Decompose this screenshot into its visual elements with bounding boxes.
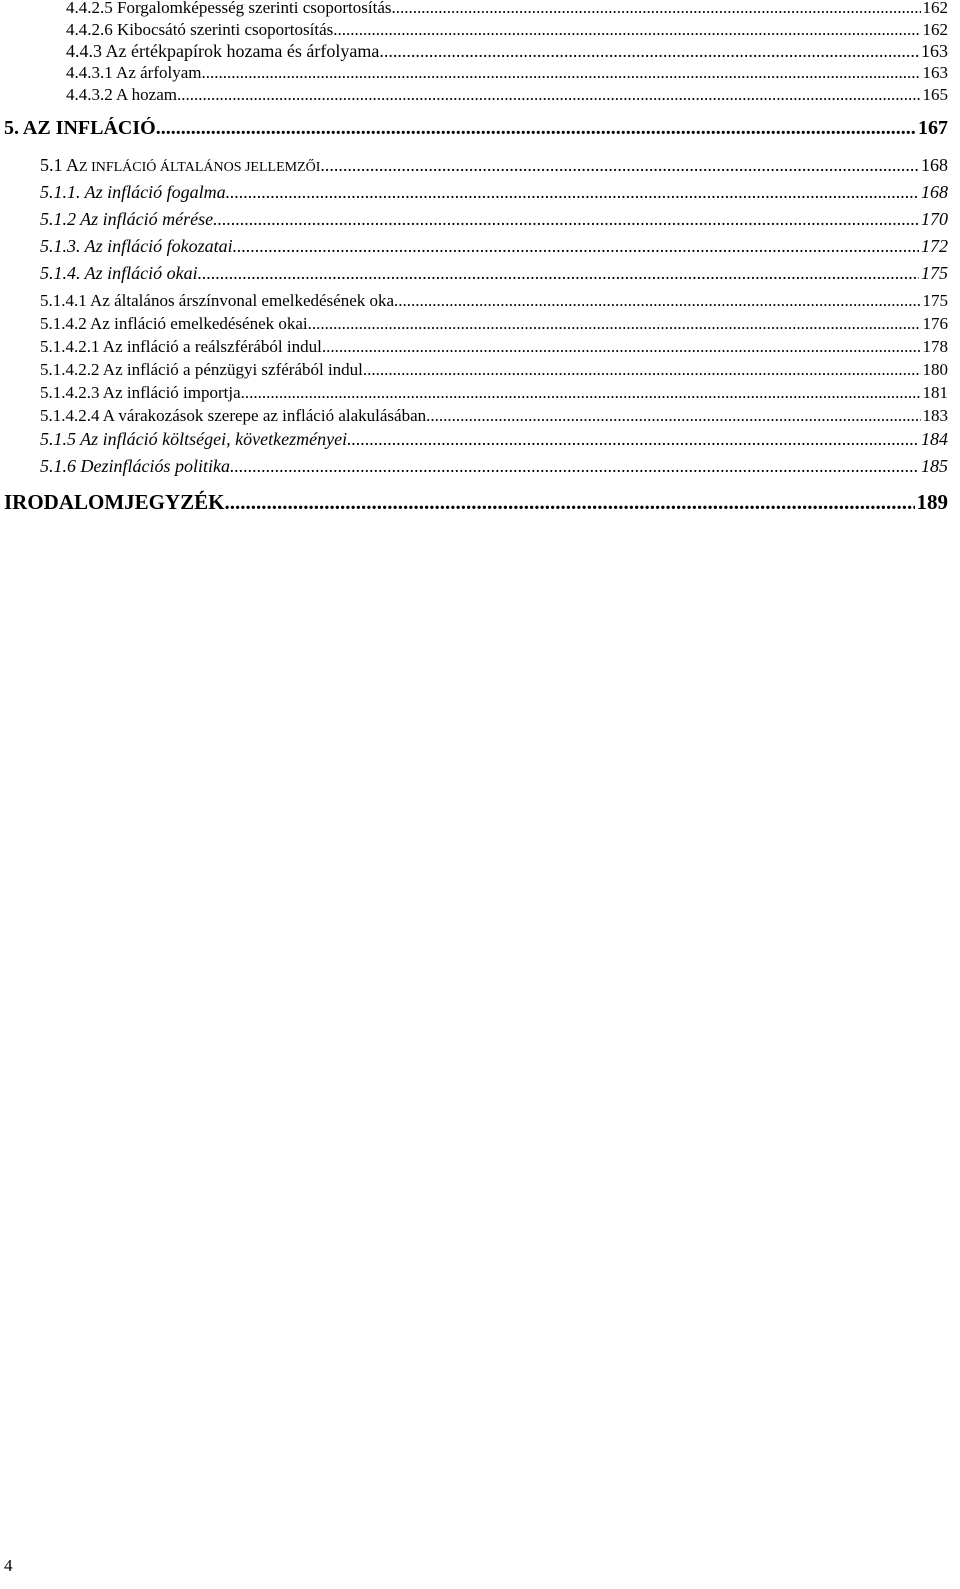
toc-entry[interactable] [40,456,948,477]
toc-leader-dots [241,383,921,403]
toc-entry-page: 178 [922,337,948,356]
toc-entry-page: 185 [921,456,948,476]
page-number: 4 [4,1556,13,1575]
toc-leader-dots [322,337,921,357]
toc-entry-page: 162 [922,0,948,17]
toc-entry-page: 172 [921,236,948,256]
toc-entry-page: 168 [921,182,948,202]
toc-entry-page: 189 [916,490,948,514]
toc-leader-dots [347,429,919,450]
toc-entry-label: 5.1.6 Dezinflációs politika [40,456,230,476]
toc-leader-dots [198,263,919,284]
toc-leader-dots [379,41,919,62]
toc-entry-label-number: 5.1 A [40,155,80,175]
toc-entry-label: 5.1.2 Az infláció mérése [40,209,214,229]
toc-leader-dots [156,117,916,140]
toc-entry-label: 4.4.3.2 A hozam [66,85,177,104]
toc-leader-dots [202,63,921,83]
toc-entry[interactable] [66,0,948,18]
toc-leader-dots [177,85,921,105]
toc-entry-label: 5.1.4.1 Az általános árszínvonal emelkedésének oka [40,291,395,310]
toc-leader-dots [320,155,919,176]
toc-leader-dots [391,0,920,18]
toc-entry-label [40,155,320,176]
toc-leader-dots [213,209,919,230]
toc-entry-label: 5.1.4.2.4 A várakozások szerepe az infláció alakulásában [40,406,427,425]
toc-entry-label: 5.1.4. Az infláció okai [40,263,198,283]
toc-entry[interactable] [40,406,948,426]
toc-entry-page: 176 [922,314,948,333]
toc-entry-label: 5.1.4.2.1 Az infláció a reálszférából indul [40,337,322,356]
toc-entry[interactable] [40,314,948,334]
toc-entry[interactable] [40,383,948,403]
toc-entry-page: 162 [922,20,948,39]
toc-entry-page: 175 [922,291,948,310]
toc-entry-label: 4.4.3 Az értékpapírok hozama és árfolyama [66,41,380,61]
toc-entry[interactable] [66,41,948,62]
toc-leader-dots [333,20,920,40]
toc-entry-page: 163 [921,41,948,61]
toc-entry[interactable] [66,63,948,83]
toc-entry-label: 4.4.2.6 Kibocsátó szerinti csoportosítás [66,20,334,39]
toc-entry-page: 165 [922,85,948,104]
toc-entry-page: 167 [918,117,948,139]
toc-entry-label: 4.4.3.1 Az árfolyam [66,63,202,82]
toc-entry-label: 5.1.3. Az infláció fokozatai [40,236,233,256]
toc-entry-label: 5.1.1. Az infláció fogalma [40,182,226,202]
toc-entry-label: 5.1.4.2.3 Az infláció importja [40,383,241,402]
toc-entry-bibliography[interactable] [4,490,948,515]
toc-entry-chapter[interactable] [4,117,948,140]
toc-entry[interactable] [66,20,948,40]
toc-entry-label: 4.4.2.5 Forgalomképesség szerinti csoportosítás [66,0,392,17]
toc-leader-dots [230,456,919,477]
toc-leader-dots [308,314,921,334]
toc-entry-label: 5. AZ INFLÁCIÓ [4,117,156,139]
toc-entry-section[interactable] [40,155,948,176]
toc-entry[interactable] [40,263,948,284]
toc-entry[interactable] [66,85,948,105]
toc-entry-page: 184 [921,429,948,449]
toc-leader-dots [225,490,915,515]
toc-entry-page: 180 [922,360,948,379]
toc-entry-label: 5.1.4.2 Az infláció emelkedésének okai [40,314,308,333]
toc-leader-dots [426,406,920,426]
toc-leader-dots [226,182,919,203]
toc-leader-dots [394,291,920,311]
toc-entry-page: 163 [922,63,948,82]
toc-entry-label: 5.1.5 Az infláció költségei, következményei [40,429,348,449]
toc-leader-dots [363,360,921,380]
toc-entry[interactable] [40,182,948,203]
toc-entry[interactable] [40,291,948,311]
toc-entry[interactable] [40,337,948,357]
toc-entry-page: 170 [921,209,948,229]
toc-entry[interactable] [40,429,948,450]
toc-entry-page: 175 [921,263,948,283]
toc-entry-page: 183 [922,406,948,425]
toc-entry-page: 181 [922,383,948,402]
toc-entry[interactable] [40,209,948,230]
toc-entry-label-smallcaps: Z INFLÁCIÓ ÁLTALÁNOS JELLEMZŐI [79,160,321,175]
toc-entry-label: IRODALOMJEGYZÉK [4,490,225,514]
toc-entry-page: 168 [921,155,948,175]
toc-entry[interactable] [40,360,948,380]
toc-entry[interactable] [40,236,948,257]
toc-entry-label: 5.1.4.2.2 Az infláció a pénzügyi szférából indul [40,360,363,379]
toc-leader-dots [233,236,919,257]
